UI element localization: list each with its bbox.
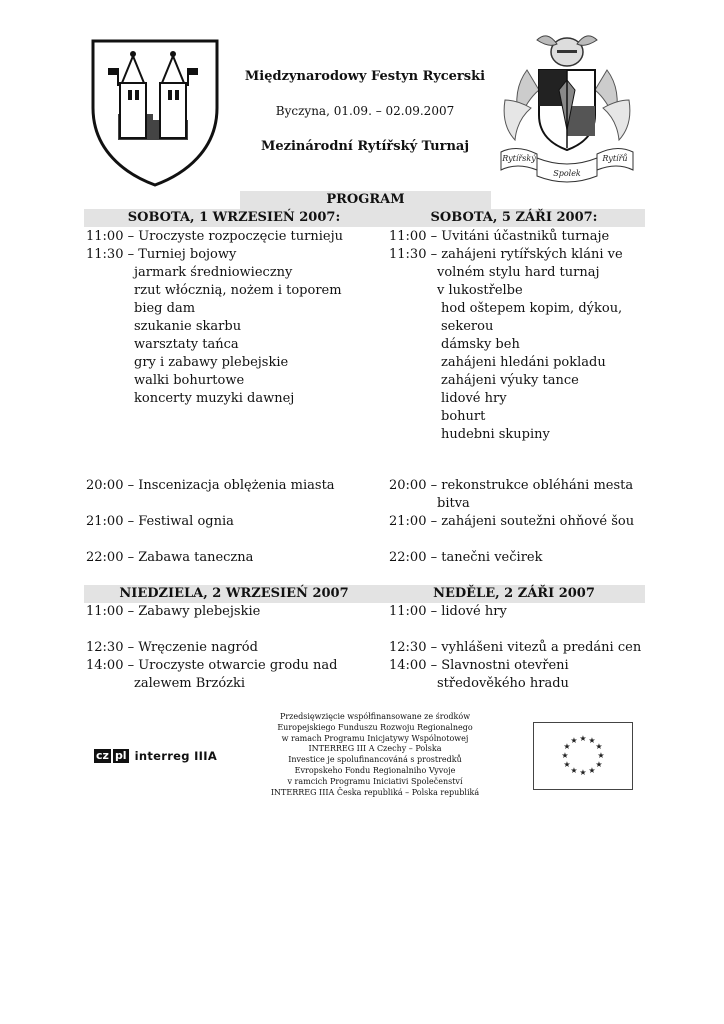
schedule-item: szukanie skarbu (134, 319, 242, 334)
schedule-item: zalewem Brzózki (134, 676, 246, 691)
svg-text:★: ★ (597, 751, 605, 760)
schedule-item: 11:30 – Turniej bojowy (86, 247, 237, 262)
svg-text:★: ★ (563, 742, 571, 751)
funding-statement (262, 712, 488, 798)
funding-line: INTERREG IIIA Česka republiká – Polska republiká (270, 787, 480, 797)
day1-polish-evening (86, 477, 335, 567)
crest-text-left: Rytířský (502, 154, 536, 163)
funding-line: w ramach Programu Inicjatywy Wspólnotowej (281, 733, 469, 743)
funding-line: Investice je spolufinancováná s prostredků (288, 755, 462, 765)
crest-text-middle: Spolek (553, 169, 581, 178)
day1-czech-evening (389, 477, 634, 567)
svg-text:★: ★ (588, 766, 596, 775)
schedule-item: v lukostřelbe (437, 283, 523, 298)
event-dates: Byczyna, 01.09. – 02.09.2007 (275, 104, 455, 118)
schedule-item: warsztaty tańca (134, 337, 239, 352)
schedule-item: gry i zabawy plebejskie (134, 355, 289, 370)
title-polish: Międzynarodowy Festyn Rycerski (244, 69, 486, 84)
funding-line: v ramcich Programu Iniciativi Společenství (287, 776, 463, 786)
interreg-logo-pl: pl (114, 749, 127, 762)
schedule-item: 12:30 – vyhlášeni vitezů a predáni cen (389, 640, 642, 655)
schedule-item: 11:00 – Uroczyste rozpoczęcie turnieju (86, 229, 343, 244)
schedule-item: 11:00 – Zabawy plebejskie (86, 604, 261, 619)
day2-czech-schedule (389, 603, 641, 693)
schedule-item: lidové hry (441, 391, 507, 406)
funding-line: Europejskiego Funduszu Rozwoju Regionalnego (277, 722, 473, 732)
schedule-item: 21:00 – Festiwal ognia (86, 514, 234, 529)
knight-society-crest-icon (497, 30, 637, 190)
eu-flag-icon (533, 722, 633, 790)
schedule-item: 20:00 – rekonstrukce obléháni mesta (389, 478, 634, 493)
byczyna-coat-of-arms-icon (90, 38, 220, 188)
schedule-item: volném stylu hard turnaj (437, 265, 600, 280)
schedule-item: 12:30 – Wręczenie nagród (86, 640, 258, 655)
schedule-item: 21:00 – zahájeni soutežni ohňové šou (389, 514, 635, 529)
interreg-logo-cz: cz (96, 749, 109, 762)
day2-heading-polish: NIEDZIELA, 2 WRZESIEŃ 2007 (119, 586, 349, 601)
svg-text:★: ★ (595, 760, 603, 769)
schedule-item: hudebni skupiny (441, 427, 550, 442)
funding-line: Evropskeho Fondu Regionalniho Vyvoje (294, 765, 456, 775)
crest-text-right: Rytířů (602, 154, 628, 163)
schedule-item: 14:00 – Uroczyste otwarcie grodu nad (86, 658, 338, 673)
day1-heading-polish: SOBOTA, 1 WRZESIEŃ 2007: (127, 210, 341, 225)
schedule-item: bieg dam (134, 301, 196, 316)
schedule-item: 11:00 – Uvitáni účastniků turnaje (389, 229, 610, 244)
day1-heading-czech: SOBOTA, 5 ZÁŘI 2007: (430, 210, 598, 225)
schedule-item: walki bohurtowe (134, 373, 245, 388)
schedule-item: dámsky beh (441, 337, 520, 352)
svg-text:★: ★ (595, 742, 603, 751)
svg-text:★: ★ (579, 768, 587, 777)
interreg-logo (94, 748, 217, 764)
funding-line: Przedsięwzięcie współfinansowane ze środków (279, 712, 471, 721)
program-label: PROGRAM (326, 192, 405, 207)
day2-heading-czech: NEDĚLE, 2 ZÁŘI 2007 (433, 586, 595, 601)
schedule-item: zahájeni hledáni pokladu (441, 355, 606, 370)
schedule-item: 22:00 – Zabawa taneczna (86, 550, 254, 565)
schedule-item: 20:00 – Inscenizacja oblężenia miasta (86, 478, 335, 493)
schedule-item: 14:00 – Slavnostni otevřeni (389, 658, 569, 673)
schedule-item: sekerou (441, 319, 494, 334)
schedule-item: koncerty muzyki dawnej (134, 391, 295, 406)
day2-polish-schedule (86, 603, 337, 693)
schedule-item: bitva (437, 496, 470, 511)
title-czech: Mezinárodní Rytířský Turnaj (260, 139, 470, 154)
svg-text:★: ★ (561, 751, 569, 760)
svg-text:★: ★ (570, 736, 578, 745)
svg-text:★: ★ (588, 736, 596, 745)
interreg-logo-text: interreg IIIA (134, 749, 218, 763)
schedule-item: bohurt (441, 409, 486, 424)
schedule-item: jarmark średniowieczny (134, 265, 293, 280)
schedule-item: 22:00 – tanečni večirek (389, 550, 543, 565)
schedule-item: rzut włócznią, nożem i toporem (134, 283, 342, 298)
schedule-item: 11:30 – zahájeni rytířských kláni ve (389, 247, 623, 262)
svg-text:★: ★ (579, 734, 587, 743)
day1-czech-schedule (389, 228, 623, 444)
schedule-item: 11:00 – lidové hry (389, 604, 507, 619)
schedule-item: zahájeni výuky tance (441, 373, 579, 388)
svg-text:★: ★ (563, 760, 571, 769)
day1-polish-schedule (86, 228, 343, 408)
schedule-item: středověkého hradu (437, 676, 569, 691)
funding-line: INTERREG III A Czechy – Polska (308, 744, 442, 754)
svg-text:★: ★ (570, 766, 578, 775)
schedule-item: hod oštepem kopim, dýkou, (441, 301, 623, 316)
